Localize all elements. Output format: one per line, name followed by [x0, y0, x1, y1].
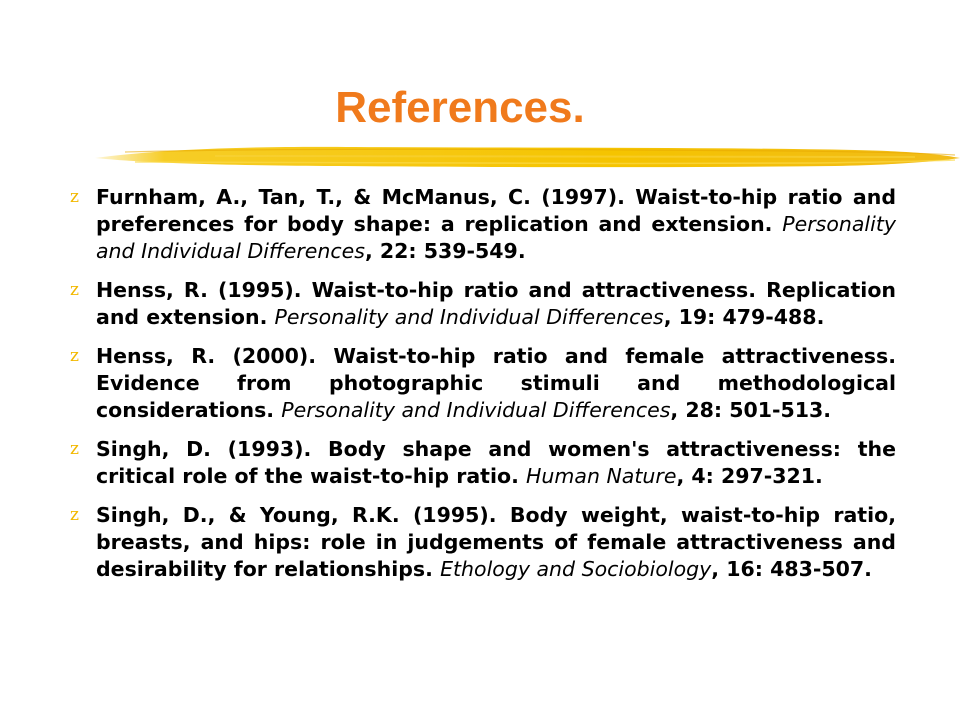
slide-title: References.	[335, 83, 585, 132]
reference-journal: Personality and Individual Differences	[281, 398, 671, 422]
bullet-icon: z	[70, 187, 79, 207]
reference-text: Furnham, A., Tan, T., & McManus, C. (1997). Waist-to-hip ratio and preferences for body shape: a replication and extension.	[96, 185, 896, 236]
reference-volume-pages: , 28: 501-513.	[670, 398, 832, 422]
reference-list	[70, 184, 896, 595]
reference-volume-pages: , 4: 297-321.	[676, 464, 823, 488]
reference-journal: Personality and Individual Differences	[274, 305, 664, 329]
bullet-icon: z	[70, 280, 79, 300]
reference-journal: Human Nature	[526, 464, 677, 488]
reference-volume-pages: , 19: 479-488.	[663, 305, 825, 329]
reference-item	[70, 343, 896, 424]
reference-text: Henss, R. (2000). Waist-to-hip ratio and female attractiveness. Evidence from photographic stimuli and methodological considerations.	[96, 344, 896, 422]
reference-volume-pages: , 16: 483-507.	[711, 557, 872, 581]
bullet-icon: z	[70, 346, 79, 366]
bullet-icon: z	[70, 505, 79, 525]
reference-text: Henss, R. (1995). Waist-to-hip ratio and attractiveness. Replication and extension.	[96, 278, 896, 329]
reference-journal: Ethology and Sociobiology	[440, 557, 712, 581]
reference-item	[70, 184, 896, 265]
reference-volume-pages: , 22: 539-549.	[364, 239, 526, 263]
reference-item	[70, 502, 896, 583]
reference-journal: Personality and Individual Differences	[96, 212, 896, 263]
title-underline-brushstroke	[95, 138, 960, 178]
reference-text: Singh, D. (1993). Body shape and women's attractiveness: the critical role of the waist-to-hip ratio.	[96, 437, 896, 488]
reference-text: Singh, D., & Young, R.K. (1995). Body weight, waist-to-hip ratio, breasts, and hips: role in judgements of female attractiveness and desirability for relationships.	[96, 503, 896, 581]
bullet-icon: z	[70, 439, 79, 459]
reference-item	[70, 436, 896, 490]
reference-item	[70, 277, 896, 331]
